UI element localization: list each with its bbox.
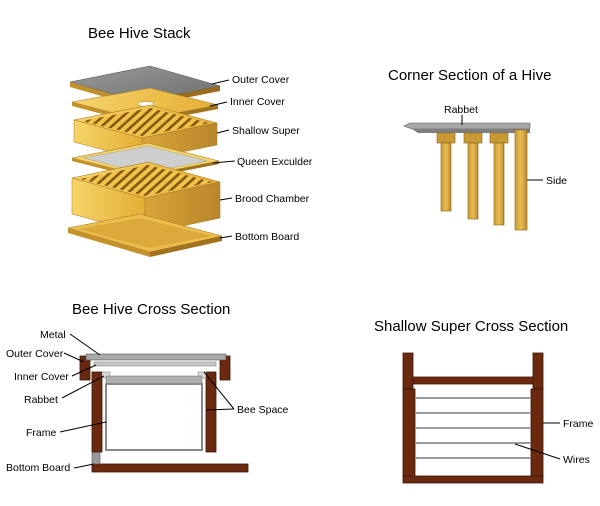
- corner-section: [388, 67, 567, 230]
- shallow-title: Shallow Super Cross Section: [374, 318, 569, 335]
- cross-section: [6, 301, 289, 474]
- cross-inner-cover: [94, 362, 216, 366]
- frame-post-2: [464, 133, 482, 219]
- label-shallow-super: Shallow Super: [232, 125, 300, 137]
- shallow-side-right: [531, 389, 543, 477]
- label-side: Side: [546, 175, 568, 187]
- cross-bottom-entrance: [92, 452, 100, 464]
- frame-post-1: [437, 133, 455, 211]
- shallow-super-section: [374, 318, 593, 483]
- cross-frame: [106, 384, 202, 450]
- label-outer-cover-cross: Outer Cover: [6, 348, 64, 360]
- label-bottom-board: Bottom Board: [235, 231, 300, 243]
- label-frame-shallow: Frame: [563, 418, 594, 430]
- label-brood-chamber: Brood Chamber: [235, 193, 310, 205]
- leader-bottom-board-cross: [74, 464, 94, 468]
- label-outer-cover: Outer Cover: [232, 74, 290, 86]
- leader-metal: [70, 334, 100, 355]
- label-bottom-board-cross: Bottom Board: [6, 462, 71, 474]
- shallow-side-left: [403, 389, 415, 477]
- stack-title: Bee Hive Stack: [88, 25, 191, 42]
- leader-shallow-super: [217, 130, 229, 133]
- shallow-bottom-bar: [403, 476, 543, 483]
- label-bee-space: Bee Space: [237, 404, 289, 416]
- side-board: [515, 130, 527, 230]
- label-rabbet: Rabbet: [444, 104, 478, 116]
- label-inner-cover-cross: Inner Cover: [14, 371, 69, 383]
- rabbet-bar-edge: [412, 129, 530, 133]
- corner-title: Corner Section of a Hive: [388, 67, 552, 84]
- hive-stack-section: [68, 25, 313, 257]
- cross-right-wall: [206, 372, 216, 452]
- leader-brood-chamber: [220, 198, 232, 200]
- cross-left-wall: [92, 372, 102, 452]
- label-rabbet-cross: Rabbet: [24, 394, 58, 406]
- frame-post-3: [490, 133, 508, 225]
- cross-title: Bee Hive Cross Section: [72, 301, 231, 318]
- shallow-top-bar: [413, 377, 533, 384]
- label-inner-cover: Inner Cover: [230, 96, 285, 108]
- label-queen-excluder: Queen Exculder: [237, 156, 313, 168]
- leader-outer-cover: [212, 80, 229, 84]
- shallow-post-right: [533, 353, 543, 389]
- cross-frame-top-bar: [106, 376, 202, 384]
- cross-bottom-board: [92, 464, 248, 472]
- label-wires: Wires: [563, 454, 590, 466]
- label-frame-cross: Frame: [26, 427, 57, 439]
- label-metal: Metal: [40, 329, 66, 341]
- cross-metal-top: [86, 354, 226, 360]
- shallow-post-left: [403, 353, 413, 389]
- rabbet-bar: [404, 123, 530, 129]
